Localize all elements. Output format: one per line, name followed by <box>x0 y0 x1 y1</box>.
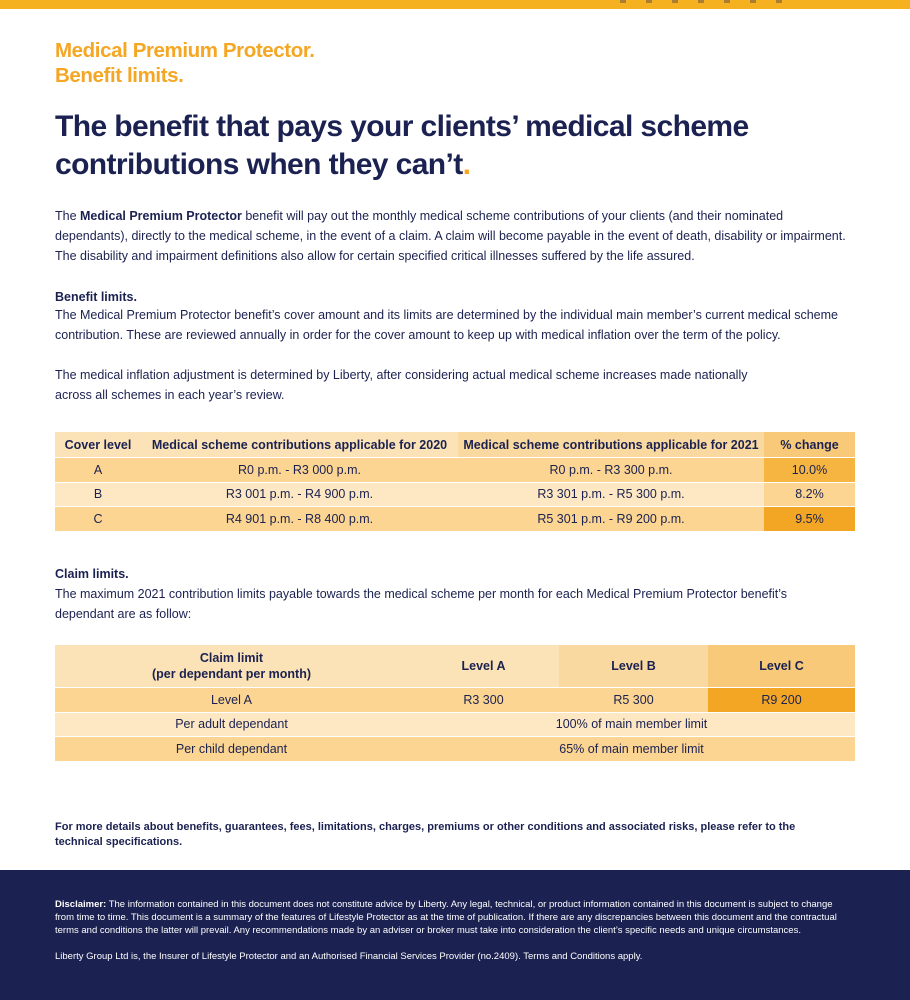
table-row <box>55 507 855 531</box>
intro-paragraph <box>55 206 855 266</box>
benefit-limits-heading: Benefit limits. <box>55 290 137 304</box>
table-cell: 9.5% <box>764 507 855 531</box>
cover-level-table <box>55 432 855 531</box>
table-row <box>55 458 855 483</box>
table-cell: R5 300 <box>559 688 708 713</box>
intro-prefix: The <box>55 209 81 223</box>
table-row <box>55 712 855 737</box>
document-subtitle <box>55 38 315 88</box>
table-cell: 65% of main member limit <box>408 737 855 761</box>
headline-dot: . <box>462 148 471 181</box>
table-cell: R9 200 <box>708 688 855 713</box>
column-header: Level B <box>559 645 708 688</box>
disclaimer-text: The information contained in this document does not constitute advice by Liberty. Any legal, technical, or product information contained in this document is subject to change from time to time. This document is a summary of the features of Lifestyle Protector as at the time of publication. If there are any discrepancies between this document and the contractual terms and conditions the latter will prevail. Any recommendations made by an adviser or broker must take into consideration the client’s specific needs and unique circumstances. <box>55 899 837 936</box>
table-cell: Per adult dependant <box>55 712 408 737</box>
table-cell: 100% of main member limit <box>408 712 855 737</box>
table-row <box>55 737 855 761</box>
claim-limits-table <box>55 645 855 761</box>
table-cell: A <box>55 458 141 483</box>
table-cell: Level A <box>55 688 408 713</box>
table-row <box>55 482 855 507</box>
subtitle-line-1: Medical Premium Protector. <box>55 39 315 62</box>
claim-limit-header-line-1: Claim limit <box>199 651 264 665</box>
column-header <box>55 645 408 688</box>
column-header: Level A <box>408 645 559 688</box>
table-cell: R3 001 p.m. - R4 900 p.m. <box>141 482 458 507</box>
benefit-limits-paragraph-1: The Medical Premium Protector benefit’s cover amount and its limits are determined by the individual main member’s current medical scheme contribution. These are reviewed annually in order for the cover amount to keep up with medical inflation over the term of the policy. <box>55 308 838 342</box>
table-row <box>55 688 855 713</box>
column-header: Cover level <box>55 432 141 458</box>
table-cell: R0 p.m. - R3 000 p.m. <box>141 458 458 483</box>
intro-rest: benefit will pay out the monthly medical scheme contributions of your clients (and their nominated dependants), directly to the medical scheme, in the event of a claim. A claim will become payable in the event of death, disability or impairment. The disability and impairment definitions also allow for certain specified critical illnesses suffered by the life assured. <box>55 209 846 263</box>
claim-limits-heading: Claim limits. <box>55 567 129 581</box>
table-cell: 10.0% <box>764 458 855 483</box>
disclaimer <box>55 898 845 937</box>
headline-text: The benefit that pays your clients’ medical scheme contributions when they can’t <box>55 110 749 181</box>
table-header-row <box>55 645 855 688</box>
column-header: Medical scheme contributions applicable for 2021 <box>458 432 764 458</box>
table-cell: Per child dependant <box>55 737 408 761</box>
table-cell: 8.2% <box>764 482 855 507</box>
claim-limits-paragraph: The maximum 2021 contribution limits payable towards the medical scheme per month for each Medical Premium Protector benefit’s dependant are as follow: <box>55 587 788 621</box>
technical-specifications-note: For more details about benefits, guarantees, fees, limitations, charges, premiums or other conditions and associated risks, please refer to the technical specifications. <box>55 821 796 848</box>
footer-content <box>55 898 845 963</box>
table-cell: C <box>55 507 141 531</box>
table-cell: R4 901 p.m. - R8 400 p.m. <box>141 507 458 531</box>
table-cell: R3 300 <box>408 688 559 713</box>
benefit-limits-paragraph-2: The medical inflation adjustment is determined by Liberty, after considering actual medical scheme increases made nationally across all schemes in each year’s review. <box>55 368 748 402</box>
table-cell: R0 p.m. - R3 300 p.m. <box>458 458 764 483</box>
table-cell: R3 301 p.m. - R5 300 p.m. <box>458 482 764 507</box>
legal-statement: Liberty Group Ltd is, the Insurer of Lifestyle Protector and an Authorised Financial Services Provider (no.2409). Terms and Conditions apply. <box>55 951 643 962</box>
table-cell: R5 301 p.m. - R9 200 p.m. <box>458 507 764 531</box>
table-cell: B <box>55 482 141 507</box>
column-header: % change <box>764 432 855 458</box>
disclaimer-label: Disclaimer: <box>55 899 107 910</box>
subtitle-line-2: Benefit limits. <box>55 64 184 87</box>
claim-limit-header-line-2: (per dependant per month) <box>151 667 312 681</box>
column-header: Level C <box>708 645 855 688</box>
top-decorative-pattern <box>620 0 800 3</box>
table-header-row <box>55 432 855 458</box>
page-title <box>55 108 815 184</box>
intro-product-name: Medical Premium Protector <box>80 209 242 223</box>
column-header: Medical scheme contributions applicable for 2020 <box>141 432 458 458</box>
footer <box>0 870 910 1000</box>
